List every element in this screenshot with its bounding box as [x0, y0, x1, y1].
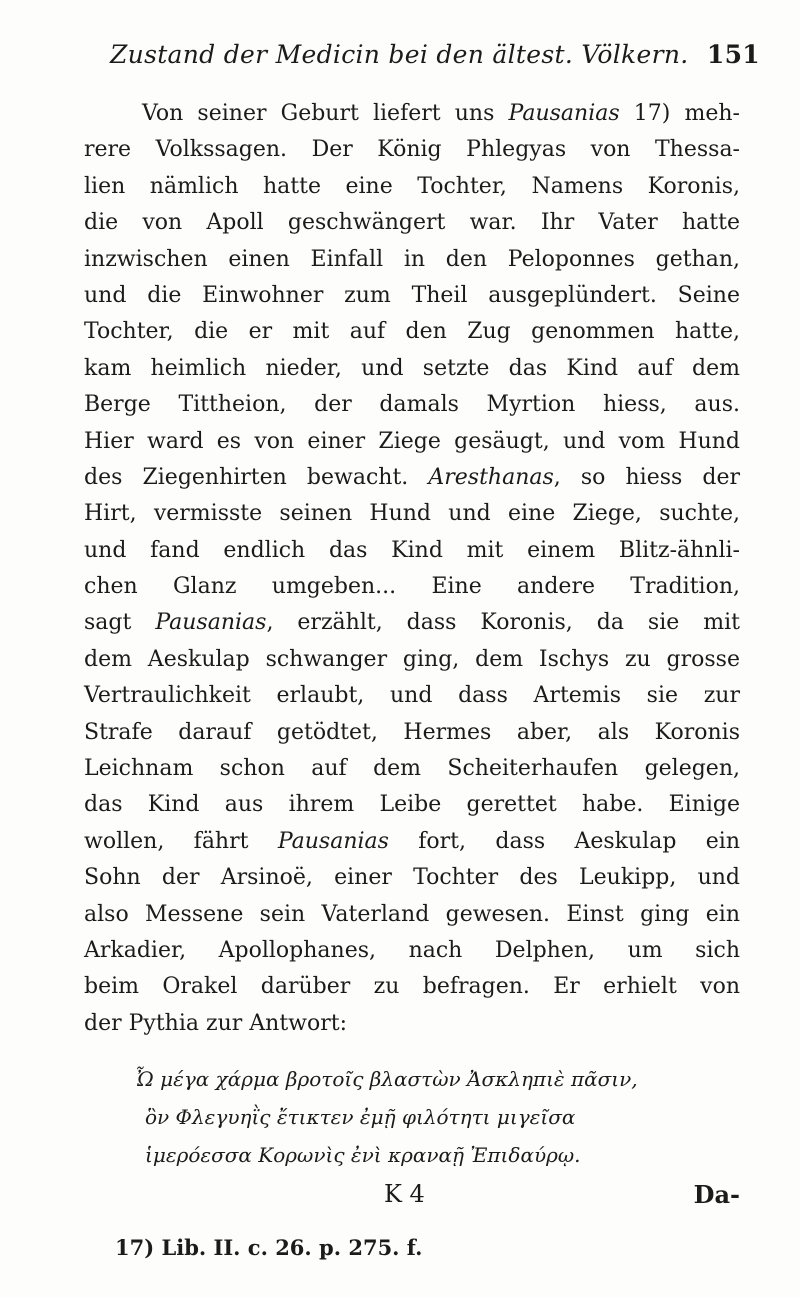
catchword: Da- [693, 1180, 740, 1209]
greek-verse-line: ὃν Φλεγυηῒς ἔτικτεν ἐμῇ φιλότητι μιγεῖσα [145, 1105, 576, 1129]
text-line: Berge Tittheion, der damals Myrtion hiess, aus. [84, 392, 740, 418]
signature-mark: K 4 [384, 1180, 425, 1208]
text-line: rere Volkssagen. Der König Phlegyas von Thessa- [84, 137, 740, 163]
text-line: inzwischen einen Einfall in den Peloponnes gethan, [84, 246, 740, 272]
text-line: und fand endlich das Kind mit einem Blitz-ähnli- [84, 537, 740, 563]
text-line: wollen, fährt Pausanias fort, dass Aeskulap ein [84, 828, 740, 854]
text-line: Sohn der Arsinoë, einer Tochter des Leukipp, und [84, 865, 740, 891]
text-line: Hier ward es von einer Ziege gesäugt, und vom Hund [84, 428, 740, 454]
running-title: Zustand der Medicin bei den ältest. Völkern. [110, 40, 689, 69]
greek-verse-line: ἱμερόεσσα Κορωνὶς ἐνὶ κραναῇ Ἐπιδαύρῳ. [145, 1143, 581, 1167]
text-line: beim Orakel darüber zu befragen. Er erhielt von [84, 974, 740, 1000]
text-line: Vertraulichkeit erlaubt, und dass Artemis sie zur [84, 683, 740, 709]
text-line: der Pythia zur Antwort: [84, 1010, 348, 1036]
text-line: kam heimlich nieder, und setzte das Kind auf dem [84, 355, 740, 381]
running-header [110, 40, 760, 69]
text-line: das Kind aus ihrem Leibe gerettet habe. Einige [84, 792, 740, 818]
signature-row [84, 1180, 740, 1220]
text-line: die von Apoll geschwängert war. Ihr Vater hatte [84, 210, 740, 236]
text-line: dem Aeskulap schwanger ging, dem Ischys zu grosse [84, 646, 740, 672]
text-line: also Messene sein Vaterland gewesen. Einst ging ein [84, 901, 740, 927]
page-number: 151 [706, 40, 760, 69]
greek-verse-line: Ὦ μέγα χάρμα βροτοῖς βλαστὼν Ἀσκληπιὲ πᾶσιν, [135, 1067, 638, 1091]
text-line: chen Glanz umgeben... Eine andere Tradition, [84, 574, 740, 600]
text-line: des Ziegenhirten bewacht. Aresthanas, so hiess der [84, 464, 740, 490]
paragraph [84, 96, 740, 1042]
text-line: Strafe darauf getödtet, Hermes aber, als Koronis [84, 719, 740, 745]
footnote: 17) Lib. II. c. 26. p. 275. f. [115, 1235, 423, 1260]
text-line: Leichnam schon auf dem Scheiterhaufen gelegen, [84, 756, 740, 782]
text-line: Hirt, vermisste seinen Hund und eine Ziege, suchte, [84, 501, 740, 527]
text-line: Tochter, die er mit auf den Zug genommen hatte, [84, 319, 740, 345]
text-line: lien nämlich hatte eine Tochter, Namens Koronis, [84, 173, 740, 199]
text-line: Arkadier, Apollophanes, nach Delphen, um sich [84, 937, 740, 963]
greek-verse-block [135, 1060, 725, 1174]
text-line: sagt Pausanias, erzählt, dass Koronis, da sie mit [84, 610, 740, 636]
text-line: Von seiner Geburt liefert uns Pausanias 17) meh- [142, 101, 740, 126]
text-line: und die Einwohner zum Theil ausgeplündert. Seine [84, 282, 740, 308]
